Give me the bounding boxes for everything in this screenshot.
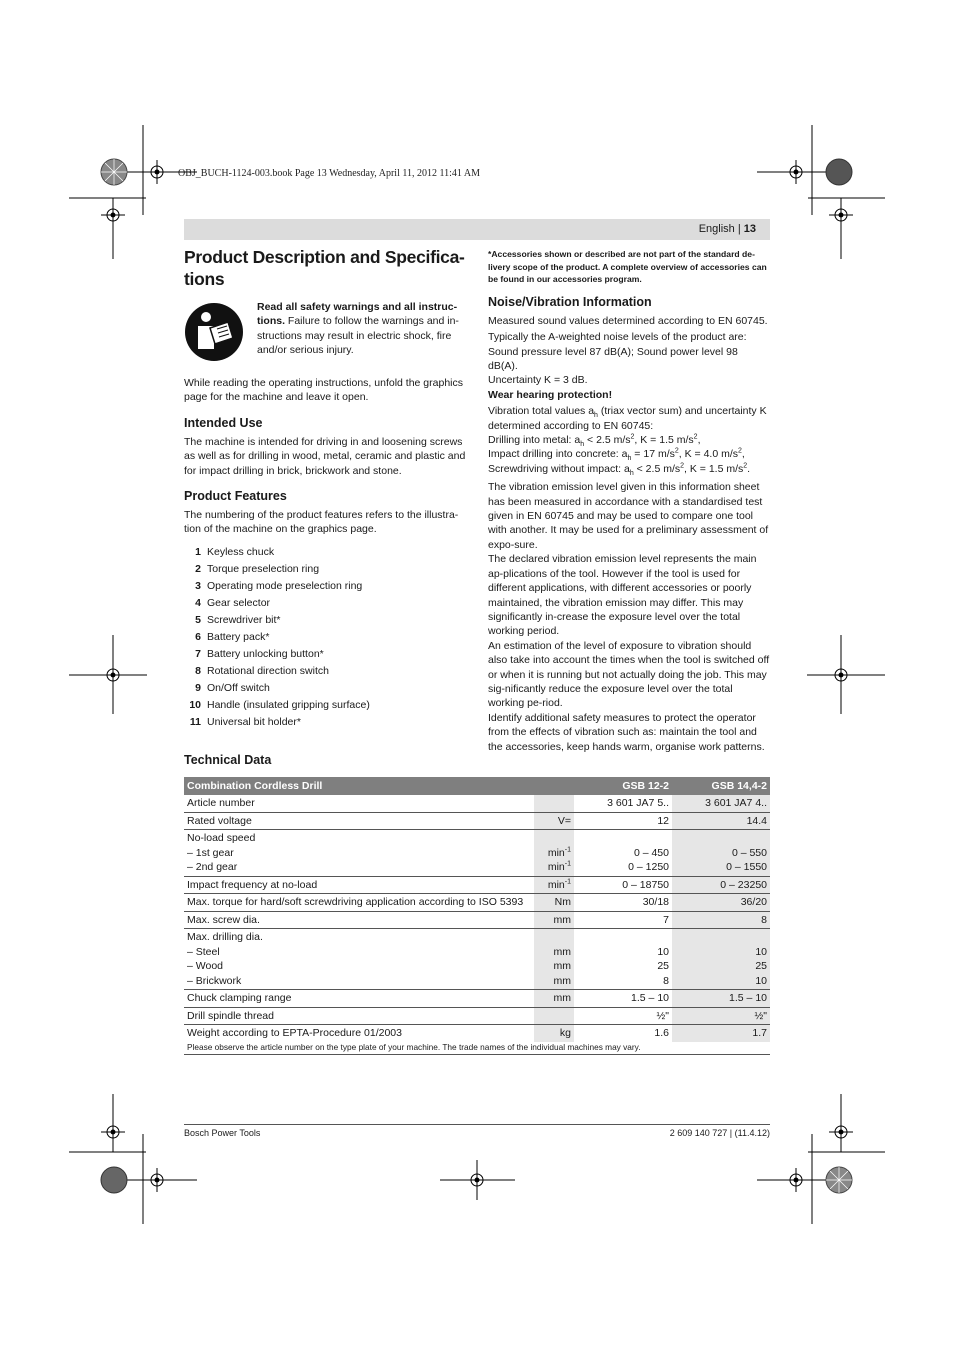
table-row	[184, 894, 770, 912]
intended-use-heading: Intended Use	[184, 415, 263, 430]
subscript: h	[580, 441, 585, 449]
feature-number: 8	[195, 665, 201, 678]
unfold-paragraph: While reading the operating instructions, unfold the graphics page for the machine and leave it open.	[184, 377, 463, 404]
gear1-label: – 1st gear	[187, 846, 234, 859]
feature-number: 11	[189, 716, 201, 729]
feature-label: Handle (insulated gripping surface)	[207, 699, 370, 712]
table-row	[184, 990, 770, 1008]
row-label: Impact frequency at no-load	[184, 876, 534, 894]
vibration-screw-value: < 2.5 m/s	[633, 462, 681, 475]
page-title	[184, 246, 466, 290]
warning-body: Failure to follow the warnings and in-structions may result in electric shock, fire and/or serious injury.	[257, 315, 459, 357]
row-value-2: 1.7	[672, 1025, 770, 1042]
row-label: Article number	[184, 795, 534, 812]
row-label: Drill spindle thread	[184, 1007, 534, 1025]
declared-paragraph: The declared vibration emission level represents the main ap-plications of the tool. However if the tool is used for different applications, with different accessories or poorly maintained, the vibration emission may differ. This may significantly in-crease the exposure level over the total working period.	[488, 553, 757, 638]
subscript: h	[594, 412, 598, 420]
intended-use-text: The machine is intended for driving in and loosening screws as well as for drilling in wood, metal, ceramic and plastic and for impact drilling in brick, brickwork and stone.	[184, 435, 466, 477]
row-unit	[534, 830, 574, 877]
steel-value: 10	[657, 945, 669, 958]
unit-mm: mm	[553, 974, 571, 987]
row-value-2: ½"	[672, 1007, 770, 1025]
row-value-1: 7	[574, 911, 672, 929]
table-header-col2: GSB 14,4-2	[672, 777, 770, 795]
technical-data-heading: Technical Data	[184, 753, 272, 767]
safety-measures-paragraph: Identify additional safety measures to protect the operator from the effects of vibration such as: maintain the tool and the accessories, keep hands warm, organise work patterns.	[488, 711, 765, 753]
safety-warning	[184, 300, 466, 368]
table-row	[184, 1007, 770, 1025]
emission-paragraph: The vibration emission level given in this information sheet has been measured in accordance with a standardised test given in EN 60745 and may be used to compare one tool with another. It may be used for a preliminary assessment of expo-sure.	[488, 481, 769, 551]
feature-number: 9	[195, 682, 201, 695]
feature-label: Rotational direction switch	[207, 665, 329, 678]
feature-label: Battery pack*	[207, 631, 270, 644]
print-info-line: OBJ_BUCH-1124-003.book Page 13 Wednesday, April 11, 2012 11:41 AM	[178, 168, 480, 179]
subscript: h	[627, 455, 632, 463]
row-value-1: 12	[574, 812, 672, 830]
row-label	[184, 830, 534, 877]
row-unit	[534, 876, 574, 894]
superscript: 2	[693, 433, 698, 441]
row-label: Chuck clamping range	[184, 990, 534, 1008]
row-value-1	[574, 830, 672, 877]
table-row	[184, 812, 770, 830]
page-number: 13	[743, 223, 756, 235]
warning-text	[257, 300, 462, 358]
row-value-2: 8	[672, 911, 770, 929]
row-unit: mm	[534, 911, 574, 929]
list-item	[184, 646, 466, 663]
punct: ,	[741, 448, 745, 461]
technical-data-table	[184, 777, 770, 1055]
feature-number: 10	[189, 699, 201, 712]
table-row	[184, 876, 770, 894]
header-separator: |	[737, 223, 741, 235]
row-value-2	[672, 929, 770, 990]
accessories-note: *Accessories shown or described are not part of the standard de-livery scope of the product. A complete overview of accessories can be found in our accessories program.	[488, 249, 767, 285]
feature-label: Keyless chuck	[207, 546, 275, 559]
list-item	[184, 578, 466, 595]
read-manual-icon	[184, 302, 244, 362]
table-row	[184, 929, 770, 990]
table-row	[184, 1025, 770, 1042]
feature-number: 7	[195, 648, 201, 661]
noise-uncertainty: Uncertainty K = 3 dB.	[488, 374, 588, 387]
row-label	[184, 929, 534, 990]
superscript: 2	[738, 447, 742, 455]
noise-levels-line-1: Typically the A-weighted noise levels of the product are:	[488, 331, 747, 344]
wood-value: 25	[755, 960, 767, 972]
vibration-screwdriving: Screwdriving without impact: a	[488, 462, 630, 475]
row-value-2: 3 601 JA7 4..	[672, 795, 770, 812]
feature-label: Battery unlocking button*	[207, 648, 324, 661]
row-label: Max. screw dia.	[184, 911, 534, 929]
table-row	[184, 911, 770, 929]
vibration-concrete-value: = 17 m/s	[631, 448, 675, 461]
list-item	[184, 544, 466, 561]
row-value-2: 1.5 – 10	[672, 990, 770, 1008]
gear2-value: 0 – 1550	[726, 861, 767, 873]
language-label: English	[698, 223, 735, 235]
header-language	[699, 223, 756, 235]
row-unit: Nm	[534, 894, 574, 912]
punct: .	[747, 462, 751, 475]
unit-min: min	[547, 878, 565, 891]
gear1-value: 0 – 550	[731, 846, 767, 859]
table-header-col1: GSB 12-2	[574, 777, 672, 795]
gear1-value: 0 – 450	[633, 846, 669, 859]
row-value-1: 0 – 18750	[574, 876, 672, 894]
drill-label: Max. drilling dia.	[187, 931, 263, 943]
list-item	[184, 629, 466, 646]
estimation-paragraph: An estimation of the level of exposure to vibration should also take into account the times when the tool is switched off or when it is running but not actually doing the job. This may sig-nificantly reduce the exposure level over the total working pe-riod.	[488, 639, 770, 710]
vibration-metal-value: < 2.5 m/s	[584, 434, 631, 447]
superscript: -1	[564, 860, 571, 868]
unit-mm: mm	[553, 945, 571, 958]
row-value-1: 3 601 JA7 5..	[574, 795, 672, 812]
table-header-row	[184, 777, 770, 795]
feature-label: Screwdriver bit*	[207, 614, 281, 627]
title-line-1: Product Description and Specifica-	[184, 247, 465, 267]
superscript: -1	[564, 878, 571, 885]
list-item	[184, 612, 466, 629]
noise-vibration-heading: Noise/Vibration Information	[488, 294, 652, 309]
list-item	[184, 561, 466, 578]
wood-value: 25	[657, 960, 669, 972]
table-note-row	[184, 1042, 770, 1055]
feature-number: 4	[195, 597, 201, 610]
feature-number: 2	[195, 563, 201, 576]
vibration-values	[488, 404, 770, 476]
row-value-1: 30/18	[574, 894, 672, 912]
row-unit: kg	[534, 1025, 574, 1042]
feature-number: 6	[195, 631, 201, 644]
list-item	[184, 697, 466, 714]
row-unit: V=	[534, 812, 574, 830]
table-note: Please observe the article number on the type plate of your machine. The trade names of the individual machines may vary.	[184, 1042, 770, 1055]
feature-number: 5	[195, 614, 201, 627]
row-value-2: 14.4	[672, 812, 770, 830]
row-value-1: 1.6	[654, 1027, 669, 1039]
title-line-2: tions	[184, 269, 225, 289]
superscript: 2	[680, 462, 685, 470]
row-label: Rated voltage	[184, 812, 534, 830]
list-item	[184, 714, 466, 731]
feature-label: Gear selector	[207, 597, 271, 610]
superscript: 2	[674, 447, 679, 455]
product-features-heading: Product Features	[184, 489, 287, 504]
gear2-label: – 2nd gear	[187, 861, 238, 873]
feature-number: 1	[195, 546, 201, 559]
brick-label: – Brickwork	[187, 974, 242, 987]
feature-label: Operating mode preselection ring	[207, 580, 363, 593]
list-item	[184, 680, 466, 697]
feature-number: 3	[195, 580, 201, 593]
brick-value: 8	[663, 974, 669, 987]
gear2-value: 0 – 1250	[628, 861, 669, 873]
row-label: Max. torque for hard/soft screwdriving application according to ISO 5393	[184, 894, 534, 912]
features-list	[184, 544, 466, 731]
vibration-screw-k: , K = 1.5 m/s	[684, 462, 744, 475]
vibration-concrete: Impact drilling into concrete: a	[488, 448, 628, 461]
list-item	[184, 595, 466, 612]
feature-label: Torque preselection ring	[207, 563, 320, 576]
row-value-1: ½"	[574, 1007, 672, 1025]
noise-levels-text	[488, 330, 770, 388]
punct: ,	[697, 434, 701, 447]
subscript: h	[629, 469, 634, 477]
unit-mm: mm	[553, 960, 571, 972]
superscript: 2	[743, 462, 748, 470]
vibration-metal-k: , K = 1.5 m/s	[634, 434, 694, 447]
row-value-2: 0 – 23250	[672, 876, 770, 894]
noload-label: No-load speed	[187, 832, 256, 844]
wood-label: – Wood	[187, 960, 223, 972]
row-label: Weight according to EPTA-Procedure 01/2003	[187, 1027, 402, 1039]
row-value-2	[672, 830, 770, 877]
vibration-metal: Drilling into metal: a	[488, 434, 581, 447]
table-row	[184, 830, 770, 877]
right-column	[488, 248, 770, 754]
superscript: -1	[564, 846, 571, 853]
list-item	[184, 663, 466, 680]
noise-measured-text: Measured sound values determined according to EN 60745.	[488, 314, 768, 327]
unit-min: min	[547, 861, 565, 873]
row-unit: mm	[534, 990, 574, 1008]
noise-levels-line-2: Sound pressure level 87 dB(A); Sound power level 98 dB(A).	[488, 345, 738, 372]
steel-label: – Steel	[187, 945, 220, 958]
superscript: 2	[630, 433, 635, 441]
steel-value: 10	[755, 945, 767, 958]
row-value-1: 1.5 – 10	[574, 990, 672, 1008]
row-value-2: 36/20	[672, 894, 770, 912]
vibration-concrete-k: , K = 4.0 m/s	[678, 448, 739, 461]
page-footer	[184, 1124, 770, 1138]
hearing-protection-warning: Wear hearing protection!	[488, 388, 613, 401]
left-column	[184, 246, 466, 731]
table-row	[184, 795, 770, 812]
row-value-1	[574, 929, 672, 990]
feature-label: Universal bit holder*	[207, 716, 301, 729]
feature-label: On/Off switch	[207, 682, 270, 695]
vibration-intro-cont: (triax vector sum) and uncertainty K determined according to EN 60745:	[488, 405, 767, 432]
header-bar	[184, 219, 770, 240]
row-unit	[534, 1007, 574, 1025]
table-header-label: Combination Cordless Drill	[184, 777, 574, 795]
features-intro: The numbering of the product features refers to the illustra-tion of the machine on the graphics page.	[184, 509, 459, 536]
brick-value: 10	[755, 974, 767, 987]
footer-brand: Bosch Power Tools	[184, 1128, 261, 1138]
vibration-intro: Vibration total values a	[488, 405, 595, 418]
row-unit	[534, 929, 574, 990]
row-unit	[534, 795, 574, 812]
unit-min: min	[547, 846, 565, 859]
warning-bold: Read all safety warnings and all instruc-tions.	[257, 301, 458, 328]
footer-doc-number: 2 609 140 727 | (11.4.12)	[669, 1128, 770, 1138]
